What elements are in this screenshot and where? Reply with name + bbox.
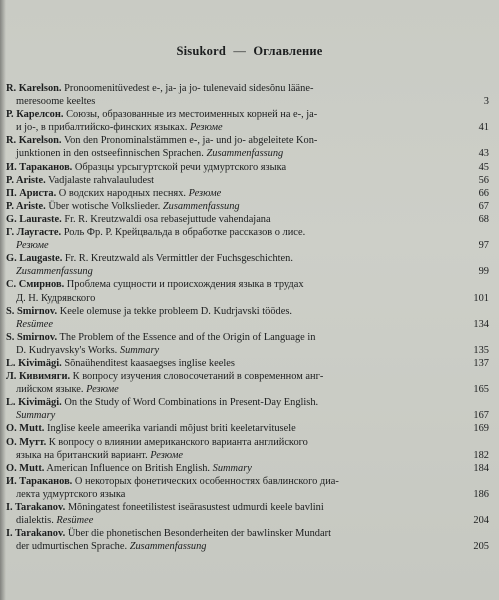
toc-entry-first-line — [6, 82, 463, 95]
toc-title-text: D. Kudryavsky's Works. — [16, 344, 118, 356]
toc-author: G. Laugaste. — [6, 253, 63, 265]
toc-entry-first-line — [6, 501, 463, 514]
toc-entry — [6, 370, 491, 396]
toc-summary-label: Zusammenfassung — [129, 541, 207, 553]
toc-title-text: Vadjalaste rahvalauludest — [48, 174, 155, 186]
table-of-contents — [6, 82, 491, 553]
toc-title-text: Inglise keele ameerika variandi mõjust briti keeletarvitusele — [47, 423, 296, 435]
toc-entry-first-line — [6, 161, 463, 174]
toc-author: O. Mutt. — [6, 462, 45, 474]
toc-title-text: Keele olemuse ja tekke probleem D. Kudrjavski töödes. — [59, 305, 292, 317]
toc-entry — [6, 187, 491, 200]
toc-page-number: 56 — [478, 174, 489, 186]
toc-entry — [6, 422, 491, 435]
toc-title-text: Союзы, образованные из местоименных корней на e-, ja- — [66, 109, 318, 121]
toc-title-text: лекта удмуртского языка — [16, 488, 126, 500]
toc-entry-first-line — [6, 252, 463, 265]
toc-title-text: Д. Н. Кудрявского — [16, 292, 96, 304]
toc-entry-first-line — [6, 305, 463, 318]
toc-summary-label: Резюме — [150, 449, 183, 461]
toc-entry — [6, 82, 491, 108]
toc-entry — [6, 357, 491, 370]
toc-entry-first-line — [6, 331, 463, 344]
toc-entry-continuation-line — [6, 449, 463, 462]
toc-summary-label: Summary — [119, 344, 160, 356]
toc-title-text: Sõnaühenditest kaasaegses inglise keeles — [64, 357, 235, 369]
toc-author: P. Ariste. — [6, 174, 46, 186]
toc-author: G. Lauraste. — [6, 213, 62, 225]
toc-summary-label: Zusammenfassung — [162, 200, 240, 212]
toc-entry-continuation-line — [6, 265, 463, 278]
toc-summary-label: Resümee — [56, 515, 94, 527]
toc-entry-first-line — [6, 436, 463, 449]
toc-page-number: 167 — [473, 410, 489, 422]
toc-author: O. Mutt. — [6, 423, 45, 435]
toc-summary-label: Zusammenfassung — [16, 266, 93, 278]
toc-entry-first-line — [6, 226, 463, 239]
toc-summary-label: Резюме — [189, 122, 223, 134]
toc-title-text: Проблема сущности и происхождения языка в трудах — [66, 279, 304, 291]
toc-entry-continuation-line — [6, 95, 463, 108]
toc-entry — [6, 134, 491, 160]
toc-entry-first-line — [6, 278, 463, 291]
toc-author: И. Тараканов. — [6, 475, 73, 487]
toc-summary-label: Resümee — [16, 318, 53, 330]
toc-author: О. Мутт. — [6, 436, 47, 448]
toc-title-text: Pronoomenitüvedest e-, ja- ja jo- tulenevaid sidesõnu lääne- — [64, 83, 314, 94]
toc-entry-continuation-line — [6, 540, 463, 553]
toc-page-number: 41 — [478, 122, 489, 134]
toc-page-number: 169 — [473, 423, 489, 435]
toc-entry — [6, 501, 491, 527]
toc-author: И. Тараканов. — [6, 161, 73, 173]
toc-page-number: 99 — [478, 266, 489, 278]
toc-entry-first-line — [6, 370, 463, 383]
toc-title-text: Fr. R. Kreutzwald als Vermittler der Fuchsgeschichten. — [64, 253, 293, 265]
toc-author: I. Tarakanov. — [6, 528, 66, 540]
toc-entry — [6, 462, 491, 475]
toc-title-text: dialektis. — [16, 515, 54, 527]
toc-entry-first-line — [6, 475, 463, 488]
toc-entry — [6, 161, 491, 174]
toc-summary-label: Резюме — [86, 384, 119, 396]
toc-title-text: О некоторых фонетических особенностях бавлинского диа- — [74, 475, 339, 487]
toc-page-number: 101 — [473, 292, 489, 304]
toc-author: С. Смирнов. — [6, 279, 65, 291]
toc-entry — [6, 305, 491, 331]
toc-entry-continuation-line — [6, 409, 463, 422]
toc-entry — [6, 174, 491, 187]
toc-author: Р. Карелсон. — [6, 109, 64, 121]
toc-page-number: 205 — [473, 541, 489, 553]
toc-entry — [6, 200, 491, 213]
toc-summary-label: Резюме — [188, 187, 222, 199]
toc-entry-continuation-line — [6, 514, 463, 527]
toc-title-text: языка на британский вариант. — [16, 449, 148, 461]
toc-entry-continuation-line — [6, 344, 463, 357]
toc-summary-label: Zusammenfassung — [206, 148, 284, 160]
toc-entry-first-line — [6, 187, 463, 200]
toc-summary-label: Summary — [16, 410, 56, 422]
toc-entry — [6, 213, 491, 226]
toc-entry-first-line — [6, 462, 463, 475]
toc-page-number: 135 — [473, 344, 489, 356]
toc-title-text: О водских народных песнях. — [58, 187, 186, 199]
toc-title-text: Роль Фр. Р. Крейцвальда в обработке рассказов о лисе. — [63, 227, 306, 239]
toc-title-text: Fr. R. Kreutzwaldi osa rebasejuttude vahendajana — [64, 213, 271, 225]
toc-entry-continuation-line — [6, 121, 463, 134]
title-dash: — — [233, 44, 247, 58]
toc-entry-continuation-line — [6, 292, 463, 305]
toc-author: S. Smirnov. — [6, 305, 58, 317]
toc-title-text: der udmurtischen Sprache. — [16, 541, 128, 553]
toc-page-number: 182 — [473, 449, 489, 461]
toc-title-text: American Influence on British English. — [46, 462, 211, 474]
toc-page-number: 165 — [473, 384, 489, 396]
toc-page-number: 68 — [478, 213, 489, 225]
toc-page-number: 45 — [478, 161, 489, 173]
toc-entry-continuation-line — [6, 318, 463, 331]
toc-entry-first-line — [6, 134, 463, 147]
toc-entry-continuation-line — [6, 488, 463, 501]
toc-title-text: и jo-, в прибалтийско-финских языках. — [16, 122, 188, 134]
toc-author: R. Karelson. — [6, 135, 62, 147]
toc-entry-first-line — [6, 213, 463, 226]
toc-page-number: 186 — [473, 488, 489, 500]
toc-entry — [6, 475, 491, 501]
toc-page-number: 204 — [473, 515, 489, 527]
toc-entry-continuation-line — [6, 383, 463, 396]
toc-author: S. Smirnov. — [6, 331, 58, 343]
toc-author: Г. Лаугасте. — [6, 227, 62, 239]
toc-entry-first-line — [6, 108, 463, 121]
toc-entry — [6, 527, 491, 553]
toc-title-text: К вопросу изучения словосочетаний в современном анг- — [72, 371, 324, 383]
toc-title-text: meresoome keeltes — [16, 96, 96, 108]
toc-entry — [6, 108, 491, 134]
toc-entry — [6, 396, 491, 422]
toc-page-number: 184 — [473, 462, 489, 474]
toc-entry-first-line — [6, 174, 463, 187]
toc-title-text: Mõningatest foneetilistest iseärasustest udmurdi keele bavlini — [67, 502, 324, 513]
toc-page-number: 134 — [473, 318, 489, 330]
toc-author: Л. Кивимяги. — [6, 371, 71, 383]
toc-title-text: The Problem of the Essence and of the Origin of Language in — [59, 331, 316, 343]
toc-title-text: К вопросу о влиянии американского варианта английского — [48, 436, 308, 448]
toc-author: P. Ariste. — [6, 200, 46, 212]
toc-title-text: junktionen in den ostseefinnischen Sprachen. — [16, 148, 204, 160]
toc-title-text: On the Study of Word Combinations in Present-Day English. — [64, 397, 319, 409]
toc-page-number: 66 — [478, 187, 489, 199]
toc-title-text: лийском языке. — [16, 384, 84, 396]
toc-entry-first-line — [6, 527, 463, 540]
toc-summary-label: Summary — [212, 462, 252, 474]
toc-author: П. Ариста. — [6, 187, 57, 199]
toc-entry-first-line — [6, 396, 463, 409]
toc-entry-first-line — [6, 357, 463, 370]
toc-author: R. Karelson. — [6, 83, 62, 94]
toc-entry — [6, 226, 491, 252]
toc-author: I. Tarakanov. — [6, 502, 66, 513]
toc-title-text: Von den Pronominalstämmen e-, ja- und jo- abgeleitete Kon- — [63, 135, 318, 147]
toc-page-number: 67 — [478, 200, 489, 212]
toc-entry-first-line — [6, 422, 463, 435]
toc-page-number: 43 — [478, 148, 489, 160]
title-estonian: Sisukord — [176, 44, 227, 58]
toc-author: L. Kivimägi. — [6, 397, 62, 409]
toc-title-text: Über wotische Volkslieder. — [48, 200, 161, 212]
toc-summary-label: Резюме — [16, 240, 49, 252]
toc-entry — [6, 331, 491, 357]
toc-page-number: 3 — [483, 96, 489, 108]
toc-title-text: Über die phonetischen Besonderheiten der bawlinsker Mundart — [67, 528, 331, 540]
page-title — [0, 44, 499, 59]
toc-entry — [6, 436, 491, 462]
toc-title-text: Образцы урсыгуртской речи удмуртского языка — [74, 161, 287, 173]
toc-author: L. Kivimägi. — [6, 357, 62, 369]
toc-entry-continuation-line — [6, 147, 463, 160]
toc-entry-first-line — [6, 200, 463, 213]
title-russian: Оглавление — [253, 44, 323, 58]
toc-page-number: 137 — [473, 357, 489, 369]
toc-page-number: 97 — [478, 240, 489, 252]
toc-entry-continuation-line — [6, 239, 463, 252]
toc-entry — [6, 278, 491, 304]
toc-entry — [6, 252, 491, 278]
